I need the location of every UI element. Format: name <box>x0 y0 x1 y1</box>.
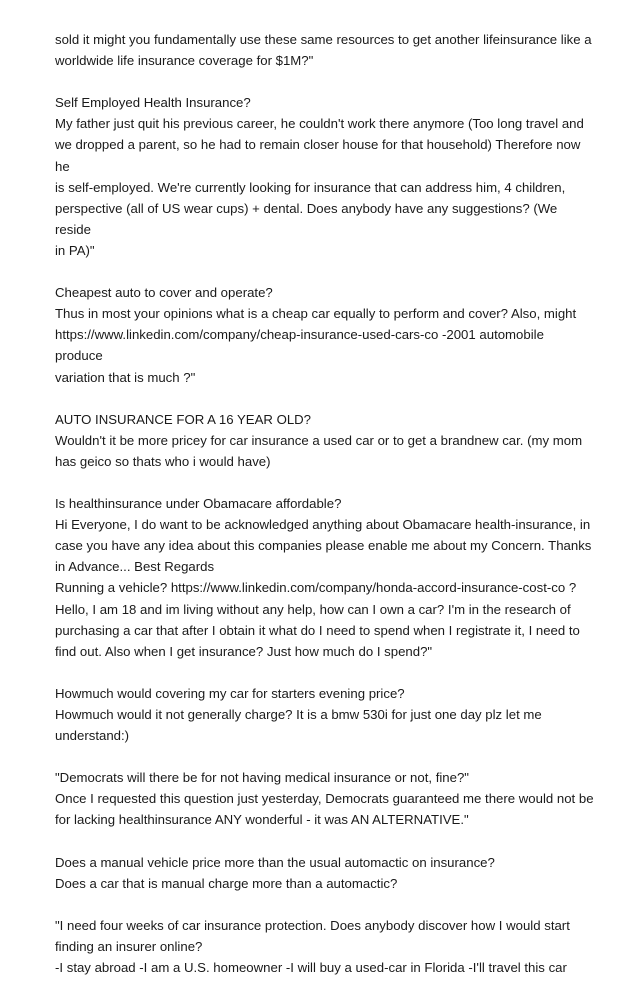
text-line: Wouldn't it be more pricey for car insurance a used car or to get a brandnew car. (my mom <box>55 432 583 448</box>
text-line: finding an insurer online? <box>55 939 203 955</box>
text-line: Thus in most your opinions what is a cheap car equally to perform and cover? Also, might <box>55 306 577 322</box>
text-line: Self Employed Health Insurance? <box>55 95 251 111</box>
text-line: in Advance... Best Regards <box>55 559 215 575</box>
paragraph <box>55 683 595 746</box>
text-line: Cheapest auto to cover and operate? <box>55 285 273 301</box>
text-line: My father just quit his previous career, he couldn't work there anymore (Too long travel and <box>55 116 584 132</box>
text-line: -I stay abroad -I am a U.S. homeowner -I will buy a used-car in Florida -I'll travel this car <box>55 960 567 976</box>
paragraph <box>55 915 595 978</box>
text-line: Is healthinsurance under Obamacare affordable? <box>55 496 342 512</box>
text-line: case you have any idea about this companies please enable me about my Concern. Thanks <box>55 538 592 554</box>
paragraph-list <box>55 29 595 978</box>
paragraph <box>55 409 595 472</box>
paragraph <box>55 852 595 894</box>
text-line: perspective (all of US wear cups) + dental. Does anybody have any suggestions? (We reside <box>55 200 561 237</box>
text-line: Does a car that is manual charge more than a automactic? <box>55 875 398 891</box>
text-line: variation that is much ?" <box>55 369 196 385</box>
paragraph <box>55 29 595 71</box>
text-line: is self-employed. We're currently looking for insurance that can address him, 4 children, <box>55 179 566 195</box>
text-line: for lacking healthinsurance ANY wonderful - it was AN ALTERNATIVE." <box>55 812 469 828</box>
text-line: AUTO INSURANCE FOR A 16 YEAR OLD? <box>55 411 312 427</box>
paragraph <box>55 493 595 662</box>
text-line: Does a manual vehicle price more than the usual automactic on insurance? <box>55 854 495 870</box>
paragraph <box>55 92 595 261</box>
text-line: we dropped a parent, so he had to remain closer house for that household) Therefore now he <box>55 137 585 174</box>
text-line: "I need four weeks of car insurance protection. Does anybody discover how I would start <box>55 917 570 933</box>
text-line: Hello, I am 18 and im living without any help, how can I own a car? I'm in the research of <box>55 601 571 617</box>
text-line: Running a vehicle? https://www.linkedin.com/company/honda-accord-insurance-cost-co ? <box>55 580 577 596</box>
text-line: find out. Also when I get insurance? Just how much do I spend?" <box>55 643 433 659</box>
document-page <box>55 29 595 999</box>
text-line: sold it might you fundamentally use these same resources to get another lifeinsurance like a <box>55 32 592 47</box>
text-line: Howmuch would covering my car for starters evening price? <box>55 685 405 701</box>
text-line: purchasing a car that after I obtain it what do I need to spend when I registrate it, I need to <box>55 622 580 638</box>
text-line: in PA)" <box>55 242 95 258</box>
paragraph <box>55 282 595 387</box>
text-line: Hi Everyone, I do want to be acknowledged anything about Obamacare health-insurance, in <box>55 517 591 533</box>
text-line: https://www.linkedin.com/company/cheap-insurance-used-cars-co -2001 automobile produce <box>55 327 548 364</box>
paragraph <box>55 767 595 830</box>
text-line: has geico so thats who i would have) <box>55 453 271 469</box>
text-line: "Democrats will there be for not having medical insurance or not, fine?" <box>55 770 469 786</box>
text-line: understand:) <box>55 728 130 744</box>
text-line: Once I requested this question just yesterday, Democrats guaranteed me there would not be <box>55 791 594 807</box>
text-line: worldwide life insurance coverage for $1M?" <box>55 53 314 69</box>
text-line: Howmuch would it not generally charge? It is a bmw 530i for just one day plz let me <box>55 707 542 722</box>
